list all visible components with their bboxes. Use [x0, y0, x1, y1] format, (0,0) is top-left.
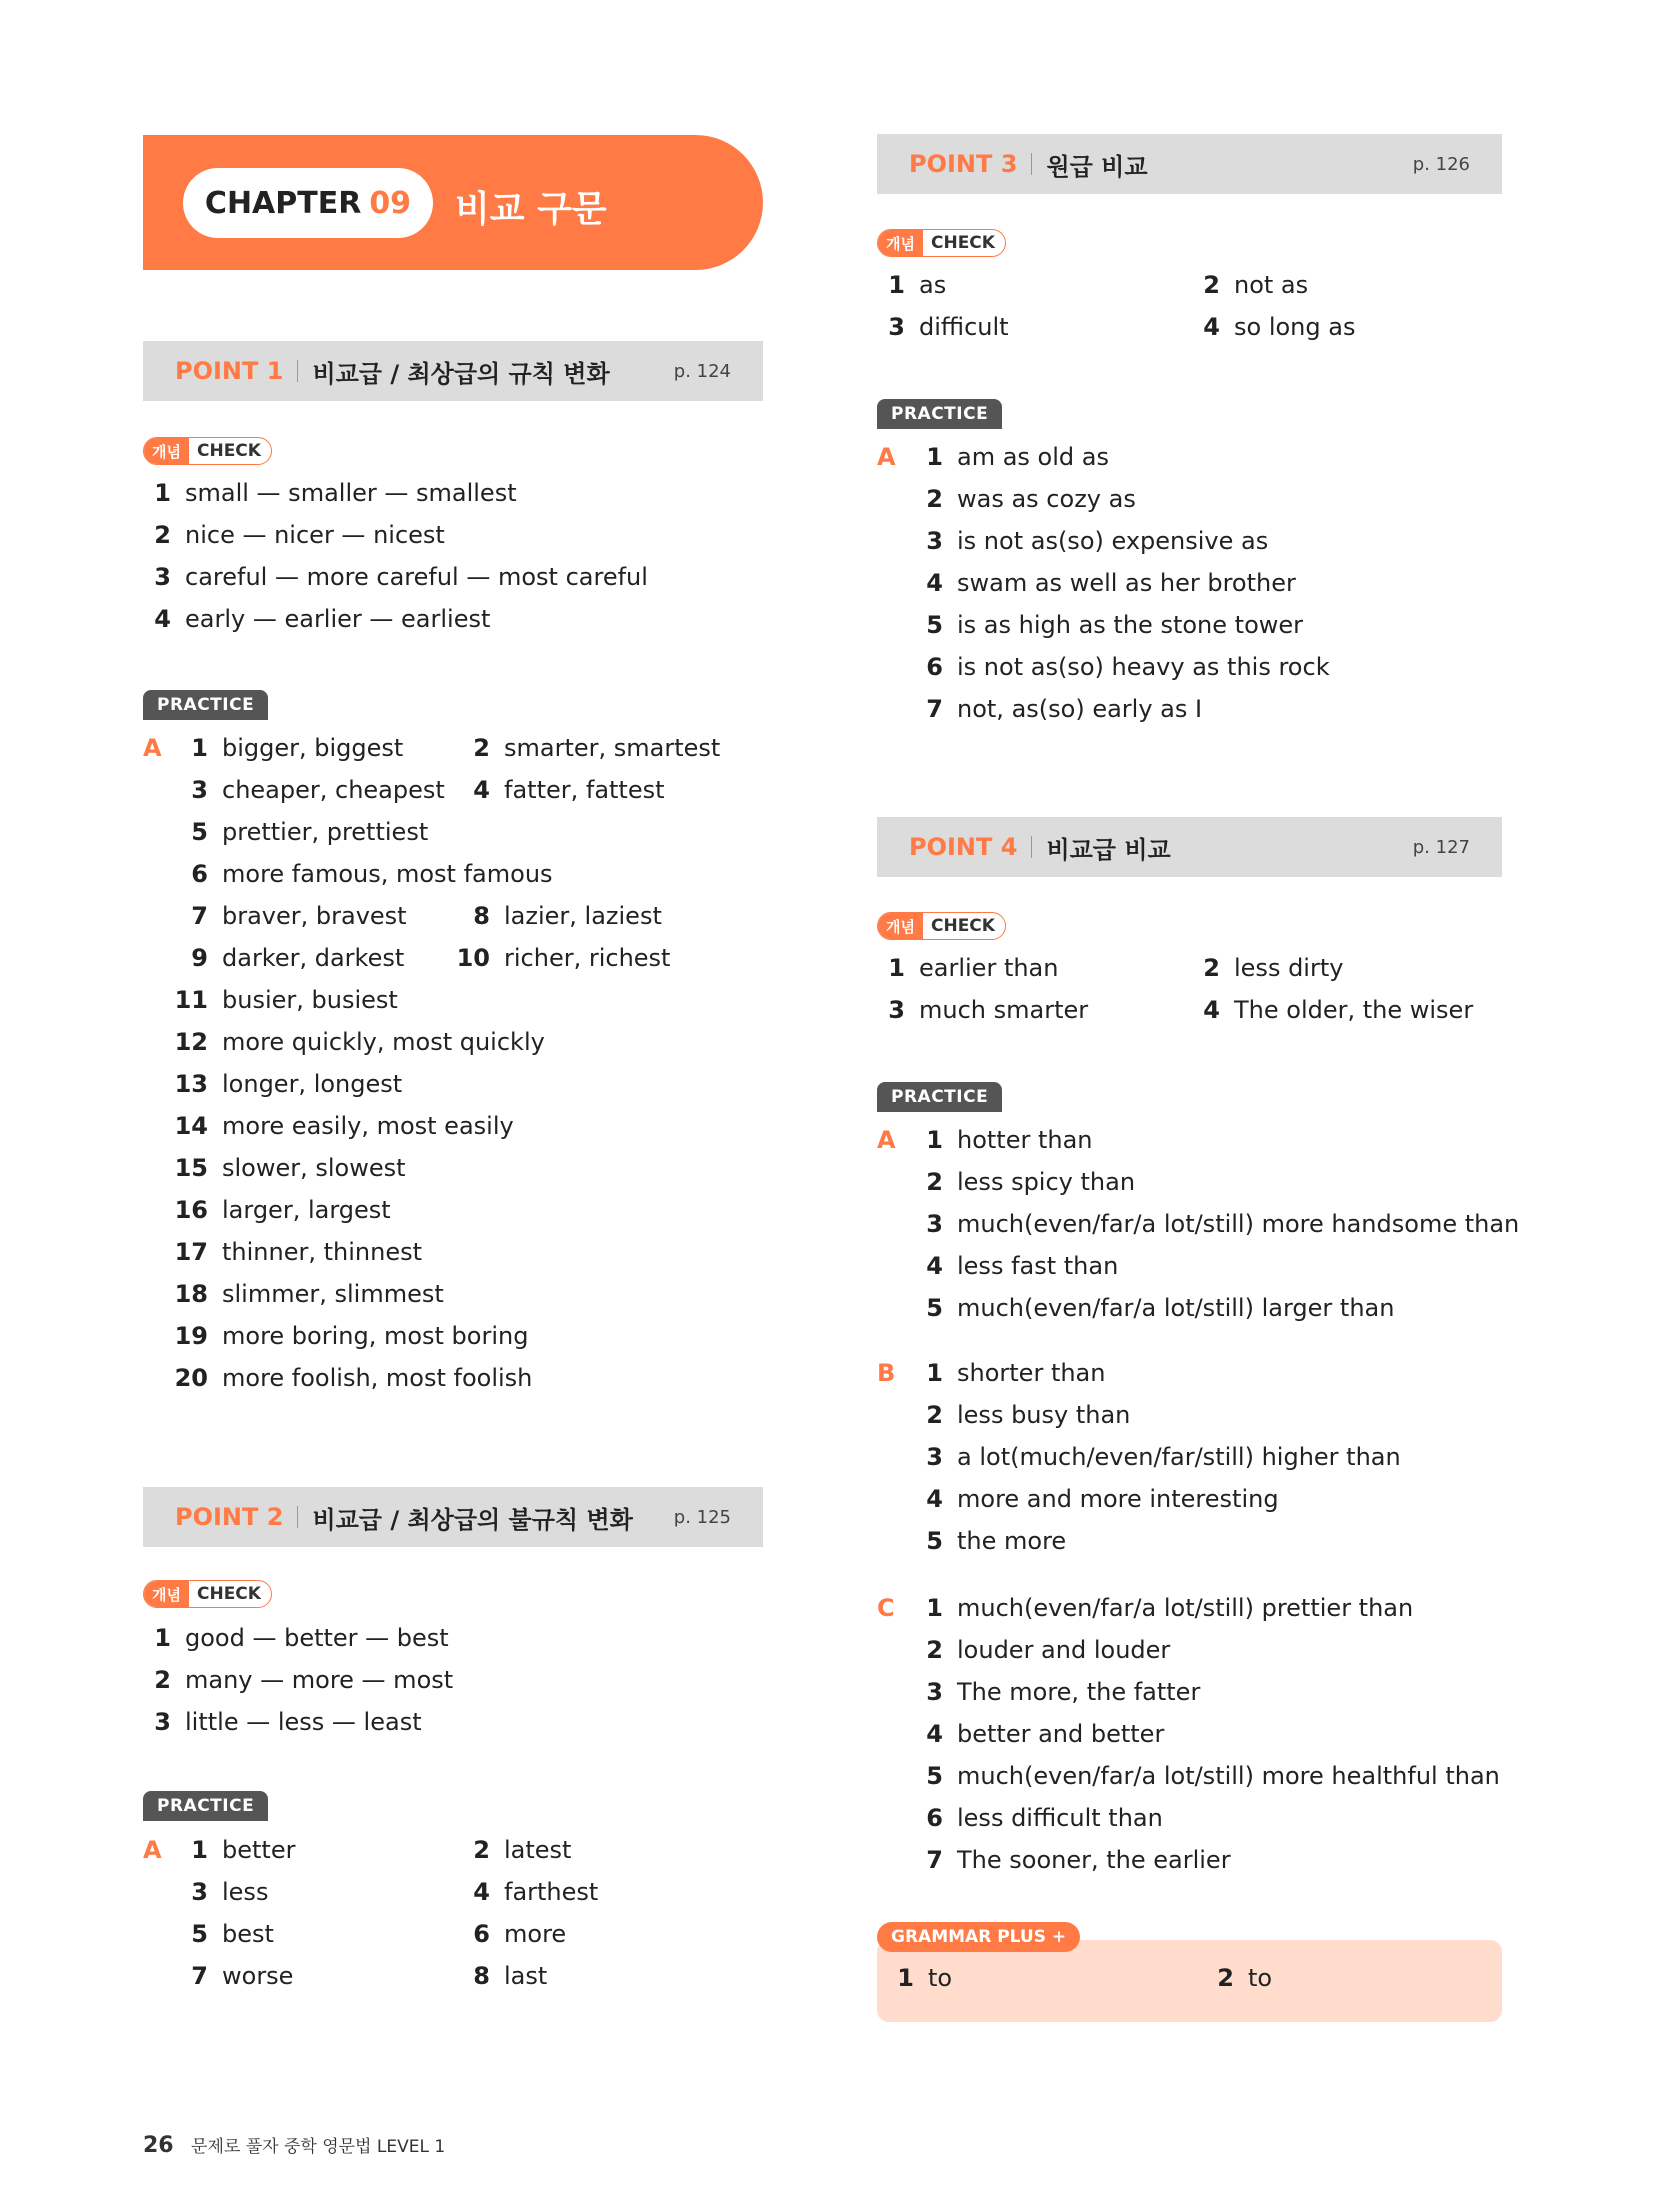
item-number: 8	[473, 1962, 490, 1990]
item-text: not, as(so) early as I	[957, 695, 1203, 723]
point-title: 비교급 비교	[1046, 835, 1171, 864]
check-badge	[877, 912, 1006, 940]
list-item	[905, 1720, 1164, 1748]
item-number: 1	[926, 1126, 943, 1154]
list-item	[170, 1154, 406, 1182]
item-text: best	[222, 1920, 274, 1948]
item-number: 6	[473, 1920, 490, 1948]
practice-tag: PRACTICE	[877, 399, 1002, 429]
list-item	[170, 1364, 532, 1392]
check-badge-en: CHECK	[196, 441, 261, 461]
item-number: 2	[154, 521, 171, 549]
item-text: not as	[1234, 271, 1309, 299]
list-item	[452, 734, 720, 762]
item-number: 10	[456, 944, 490, 972]
item-text: good — better — best	[185, 1624, 449, 1652]
list-item	[1192, 271, 1308, 299]
list-item	[905, 1443, 1401, 1471]
point-label: POINT 3	[909, 150, 1018, 178]
item-text: much(even/far/a lot/still) more healthful than	[957, 1762, 1500, 1790]
chapter-title: 비교 구문	[455, 189, 607, 230]
list-item	[170, 1196, 391, 1224]
list-item	[170, 1028, 545, 1056]
item-text: slower, slowest	[222, 1154, 406, 1182]
point-label: POINT 4	[909, 833, 1018, 861]
check-badge-en: CHECK	[196, 1584, 261, 1604]
item-text: careful — more careful — most careful	[185, 563, 648, 591]
list-item	[452, 944, 670, 972]
item-number: 8	[473, 902, 490, 930]
item-number: 4	[926, 1485, 943, 1513]
item-number: 19	[174, 1322, 208, 1350]
item-text: bigger, biggest	[222, 734, 404, 762]
item-text: slimmer, slimmest	[222, 1280, 444, 1308]
list-item	[170, 1962, 293, 1990]
item-number: 4	[1203, 313, 1220, 341]
item-number: 2	[926, 1168, 943, 1196]
list-item	[905, 695, 1202, 723]
item-text: lazier, laziest	[504, 902, 662, 930]
item-number: 20	[174, 1364, 208, 1392]
item-text: is not as(so) heavy as this rock	[957, 653, 1330, 681]
item-number: 6	[191, 860, 208, 888]
item-text: louder and louder	[957, 1636, 1171, 1664]
item-text: to	[928, 1964, 953, 1992]
list-item	[452, 776, 665, 804]
list-item	[170, 1878, 268, 1906]
divider	[297, 360, 298, 382]
item-text: latest	[504, 1836, 572, 1864]
list-item	[905, 1294, 1394, 1322]
list-item	[170, 1280, 444, 1308]
list-item	[905, 1762, 1500, 1790]
item-text: is not as(so) expensive as	[957, 527, 1269, 555]
item-text: shorter than	[957, 1359, 1106, 1387]
list-item	[890, 1964, 952, 1992]
item-number: 1	[154, 479, 171, 507]
list-item	[905, 1678, 1200, 1706]
list-item	[143, 605, 490, 633]
item-number: 9	[191, 944, 208, 972]
grammar-plus-box	[877, 1940, 1502, 2022]
item-text: less difficult than	[957, 1804, 1163, 1832]
item-text: larger, largest	[222, 1196, 391, 1224]
item-number: 1	[926, 1359, 943, 1387]
footer	[143, 2132, 445, 2158]
point-title: 원급 비교	[1046, 152, 1148, 181]
item-number: 1	[191, 734, 208, 762]
point1-header	[143, 341, 763, 401]
item-text: earlier than	[919, 954, 1059, 982]
point-label: POINT 1	[175, 357, 284, 385]
item-text: many — more — most	[185, 1666, 454, 1694]
item-number: 4	[154, 605, 171, 633]
list-item	[170, 1836, 295, 1864]
page-number: 26	[143, 2133, 174, 2158]
item-number: 2	[154, 1666, 171, 1694]
list-item	[170, 1070, 402, 1098]
item-number: 15	[174, 1154, 208, 1182]
item-number: 3	[191, 1878, 208, 1906]
list-item	[170, 734, 403, 762]
item-text: busier, busiest	[222, 986, 398, 1014]
item-text: thinner, thinnest	[222, 1238, 422, 1266]
item-number: 5	[926, 1527, 943, 1555]
list-item	[170, 776, 445, 804]
item-number: 18	[174, 1280, 208, 1308]
item-number: 4	[926, 1252, 943, 1280]
item-number: 2	[926, 1401, 943, 1429]
item-text: worse	[222, 1962, 294, 1990]
chapter-label: CHAPTER	[204, 185, 362, 221]
item-number: 5	[926, 1762, 943, 1790]
item-number: 4	[473, 776, 490, 804]
item-text: darker, darkest	[222, 944, 405, 972]
check-badge-ko: 개념	[878, 913, 923, 939]
item-number: 1	[191, 1836, 208, 1864]
item-text: fatter, fattest	[504, 776, 665, 804]
list-item	[170, 860, 553, 888]
item-text: smarter, smartest	[504, 734, 721, 762]
chapter-header	[143, 135, 763, 270]
item-number: 1	[888, 271, 905, 299]
list-item	[143, 1708, 422, 1736]
item-text: The older, the wiser	[1234, 996, 1474, 1024]
chapter-number: 09	[369, 185, 412, 221]
item-text: much(even/far/a lot/still) larger than	[957, 1294, 1395, 1322]
list-item	[905, 653, 1330, 681]
list-item	[877, 271, 946, 299]
divider	[297, 1506, 298, 1528]
item-text: The more, the fatter	[957, 1678, 1201, 1706]
list-item	[143, 479, 517, 507]
practice-tag: PRACTICE	[877, 1082, 1002, 1112]
item-number: 2	[926, 1636, 943, 1664]
list-item	[452, 1878, 598, 1906]
item-text: richer, richest	[504, 944, 671, 972]
item-text: little — less — least	[185, 1708, 422, 1736]
item-number: 4	[1203, 996, 1220, 1024]
item-text: longer, longest	[222, 1070, 403, 1098]
item-number: 2	[926, 485, 943, 513]
item-text: more foolish, most foolish	[222, 1364, 533, 1392]
item-number: 2	[1203, 271, 1220, 299]
check-badge-ko: 개념	[144, 1581, 189, 1607]
list-item	[170, 902, 407, 930]
item-text: much(even/far/a lot/still) more handsome than	[957, 1210, 1520, 1238]
item-text: better	[222, 1836, 296, 1864]
item-text: am as old as	[957, 443, 1109, 471]
item-text: less dirty	[1234, 954, 1344, 982]
check-badge-ko: 개념	[878, 230, 923, 256]
check-badge-en: CHECK	[930, 233, 995, 253]
page-ref: p. 126	[1412, 153, 1470, 175]
item-text: the more	[957, 1527, 1067, 1555]
item-text: better and better	[957, 1720, 1165, 1748]
list-item	[143, 521, 445, 549]
item-number: 11	[174, 986, 208, 1014]
list-item	[143, 563, 648, 591]
item-number: 1	[897, 1964, 914, 1992]
item-number: 1	[926, 1594, 943, 1622]
item-number: 2	[1217, 1964, 1234, 1992]
list-item	[1192, 954, 1343, 982]
list-item	[170, 818, 428, 846]
practice-letter-c: C	[877, 1594, 895, 1622]
practice-letter-b: B	[877, 1359, 896, 1387]
list-item	[905, 1846, 1231, 1874]
point-title: 비교급 / 최상급의 규칙 변화	[312, 359, 610, 388]
item-number: 2	[1203, 954, 1220, 982]
item-number: 4	[926, 1720, 943, 1748]
item-text: more easily, most easily	[222, 1112, 514, 1140]
check-badge	[877, 229, 1006, 257]
item-text: less	[222, 1878, 269, 1906]
list-item	[170, 1238, 422, 1266]
item-number: 4	[926, 569, 943, 597]
practice-tag: PRACTICE	[143, 690, 268, 720]
list-item	[905, 1126, 1093, 1154]
item-number: 5	[926, 1294, 943, 1322]
divider	[1031, 836, 1032, 858]
practice-tag: PRACTICE	[143, 1791, 268, 1821]
item-number: 3	[926, 1443, 943, 1471]
list-item	[905, 1527, 1066, 1555]
list-item	[170, 986, 398, 1014]
item-number: 1	[154, 1624, 171, 1652]
item-number: 3	[926, 1210, 943, 1238]
item-number: 6	[926, 653, 943, 681]
list-item	[1192, 313, 1355, 341]
point-title: 비교급 / 최상급의 불규칙 변화	[312, 1505, 633, 1534]
practice-letter: A	[143, 1836, 162, 1864]
list-item	[143, 1666, 453, 1694]
item-text: more famous, most famous	[222, 860, 553, 888]
list-item	[905, 569, 1296, 597]
item-text: braver, bravest	[222, 902, 407, 930]
item-text: hotter than	[957, 1126, 1093, 1154]
item-text: small — smaller — smallest	[185, 479, 517, 507]
chapter-pill	[183, 168, 433, 238]
item-text: more	[504, 1920, 567, 1948]
list-item	[877, 954, 1058, 982]
list-item	[905, 1804, 1163, 1832]
item-text: so long as	[1234, 313, 1356, 341]
point2-header	[143, 1487, 763, 1547]
list-item	[452, 1920, 566, 1948]
item-text: nice — nicer — nicest	[185, 521, 445, 549]
list-item	[905, 1252, 1118, 1280]
item-number: 7	[191, 902, 208, 930]
item-text: was as cozy as	[957, 485, 1136, 513]
item-number: 17	[174, 1238, 208, 1266]
point3-header	[877, 134, 1502, 194]
list-item	[905, 1485, 1279, 1513]
item-number: 3	[191, 776, 208, 804]
list-item	[877, 996, 1088, 1024]
item-text: much smarter	[919, 996, 1089, 1024]
item-text: swam as well as her brother	[957, 569, 1296, 597]
item-text: cheaper, cheapest	[222, 776, 445, 804]
item-text: last	[504, 1962, 548, 1990]
item-number: 3	[888, 996, 905, 1024]
list-item	[452, 1836, 571, 1864]
list-item	[905, 1359, 1105, 1387]
item-number: 3	[888, 313, 905, 341]
item-text: a lot(much/even/far/still) higher than	[957, 1443, 1401, 1471]
page-ref: p. 125	[673, 1506, 731, 1528]
item-number: 16	[174, 1196, 208, 1224]
item-text: more quickly, most quickly	[222, 1028, 545, 1056]
list-item	[452, 1962, 547, 1990]
check-badge	[143, 1580, 272, 1608]
item-number: 6	[926, 1804, 943, 1832]
check-badge-en: CHECK	[930, 916, 995, 936]
item-number: 3	[926, 1678, 943, 1706]
item-number: 12	[174, 1028, 208, 1056]
list-item	[905, 527, 1268, 555]
item-text: The sooner, the earlier	[957, 1846, 1231, 1874]
item-text: farthest	[504, 1878, 599, 1906]
check-badge-ko: 개념	[144, 438, 189, 464]
item-text: difficult	[919, 313, 1009, 341]
list-item	[905, 1594, 1413, 1622]
list-item	[905, 1210, 1519, 1238]
item-number: 3	[926, 527, 943, 555]
item-number: 1	[888, 954, 905, 982]
item-number: 14	[174, 1112, 208, 1140]
list-item	[905, 1168, 1135, 1196]
list-item	[452, 902, 662, 930]
item-number: 3	[154, 563, 171, 591]
divider	[1031, 153, 1032, 175]
list-item	[143, 1624, 449, 1652]
list-item	[905, 485, 1136, 513]
item-number: 5	[191, 1920, 208, 1948]
list-item	[170, 1920, 274, 1948]
practice-letter: A	[877, 443, 896, 471]
list-item	[1210, 1964, 1272, 1992]
point4-header	[877, 817, 1502, 877]
page-ref: p. 124	[673, 360, 731, 382]
list-item	[877, 313, 1009, 341]
list-item	[905, 443, 1109, 471]
item-number: 7	[926, 695, 943, 723]
item-text: as	[919, 271, 947, 299]
list-item	[905, 1401, 1130, 1429]
list-item	[905, 611, 1303, 639]
item-number: 5	[191, 818, 208, 846]
list-item	[170, 944, 404, 972]
book-title: 문제로 풀자 중학 영문법 LEVEL 1	[191, 2137, 446, 2157]
item-number: 2	[473, 734, 490, 762]
practice-letter: A	[143, 734, 162, 762]
item-text: is as high as the stone tower	[957, 611, 1304, 639]
item-number: 13	[174, 1070, 208, 1098]
item-number: 7	[191, 1962, 208, 1990]
list-item	[1192, 996, 1473, 1024]
check-badge	[143, 437, 272, 465]
item-number: 1	[926, 443, 943, 471]
item-text: prettier, prettiest	[222, 818, 429, 846]
item-text: more and more interesting	[957, 1485, 1279, 1513]
item-text: early — earlier — earliest	[185, 605, 491, 633]
point-label: POINT 2	[175, 1503, 284, 1531]
grammar-plus-tag: GRAMMAR PLUS +	[877, 1922, 1080, 1952]
item-number: 7	[926, 1846, 943, 1874]
practice-letter-a: A	[877, 1126, 896, 1154]
item-text: less fast than	[957, 1252, 1119, 1280]
item-number: 5	[926, 611, 943, 639]
item-number: 2	[473, 1836, 490, 1864]
item-text: less spicy than	[957, 1168, 1136, 1196]
item-text: to	[1248, 1964, 1273, 1992]
list-item	[170, 1322, 528, 1350]
item-text: less busy than	[957, 1401, 1131, 1429]
item-number: 4	[473, 1878, 490, 1906]
item-text: more boring, most boring	[222, 1322, 529, 1350]
item-text: much(even/far/a lot/still) prettier than	[957, 1594, 1414, 1622]
page-ref: p. 127	[1412, 836, 1470, 858]
list-item	[905, 1636, 1170, 1664]
item-number: 3	[154, 1708, 171, 1736]
list-item	[170, 1112, 514, 1140]
